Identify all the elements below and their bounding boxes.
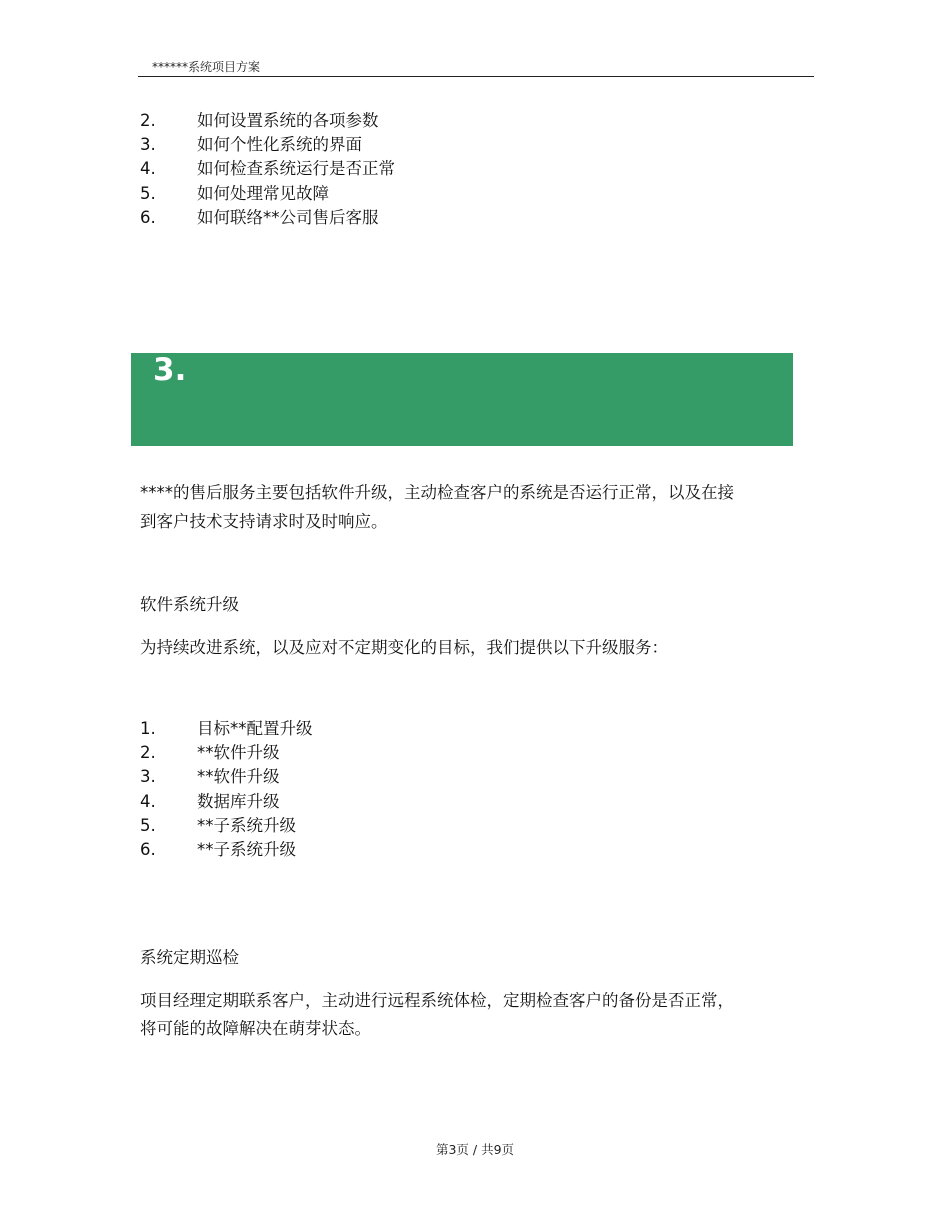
inspection-heading: 系统定期巡检 — [140, 948, 239, 967]
list-item-number: 2. — [140, 743, 156, 763]
list-item — [140, 717, 313, 741]
intro-paragraph-line-1: ****的售后服务主要包括软件升级，主动检查客户的系统是否运行正常，以及在接 — [140, 483, 734, 502]
list-item — [140, 133, 395, 157]
list-item-text: 如何联络**公司售后客服 — [197, 207, 379, 227]
list-item — [140, 814, 313, 838]
list-item — [140, 157, 395, 181]
intro-paragraph-line-2: 到客户技术支持请求时及时响应。 — [140, 512, 388, 531]
list-item-text: **软件升级 — [197, 767, 280, 787]
inspection-paragraph-line-2: 将可能的故障解决在萌芽状态。 — [140, 1019, 371, 1038]
list-item — [140, 741, 313, 765]
list-item — [140, 109, 395, 133]
list-item-number: 1. — [140, 719, 156, 738]
list-item — [140, 790, 313, 814]
list-item-number: 5. — [140, 815, 156, 835]
list-item-text: **子系统升级 — [197, 839, 296, 859]
topic-list — [140, 109, 395, 230]
list-item-number: 4. — [140, 159, 156, 179]
list-item-text: 如何个性化系统的界面 — [197, 135, 362, 155]
upgrade-paragraph: 为持续改进系统，以及应对不定期变化的目标，我们提供以下升级服务： — [140, 638, 668, 657]
list-item-number: 3. — [140, 767, 156, 787]
list-item-number: 6. — [140, 207, 156, 227]
header-title: ******系统项目方案 — [152, 60, 261, 74]
list-item — [140, 765, 313, 789]
upgrade-heading: 软件系统升级 — [140, 595, 239, 614]
page-footer — [0, 1142, 950, 1158]
section-banner — [131, 353, 793, 446]
list-item-text: 目标**配置升级 — [197, 719, 313, 738]
list-item-text: 如何设置系统的各项参数 — [197, 111, 379, 130]
list-item-number: 5. — [140, 183, 156, 203]
list-item-text: **软件升级 — [197, 743, 280, 763]
list-item-text: 数据库升级 — [197, 791, 280, 811]
list-item — [140, 206, 395, 230]
list-item-text: **子系统升级 — [197, 815, 296, 835]
list-item — [140, 182, 395, 206]
page-number: 第3页 / 共9页 — [435, 1142, 515, 1157]
list-item-number: 3. — [140, 135, 156, 155]
list-item-text: 如何检查系统运行是否正常 — [197, 159, 395, 179]
list-item-text: 如何处理常见故障 — [197, 183, 329, 203]
inspection-paragraph-line-1: 项目经理定期联系客户，主动进行远程系统体检，定期检查客户的备份是否正常， — [140, 991, 734, 1010]
list-item-number: 6. — [140, 839, 156, 859]
list-item — [140, 838, 313, 862]
list-item-number: 4. — [140, 791, 156, 811]
list-item-number: 2. — [140, 111, 156, 130]
page-header — [138, 60, 814, 77]
upgrade-list — [140, 717, 313, 862]
section-number: 3. — [153, 352, 187, 388]
